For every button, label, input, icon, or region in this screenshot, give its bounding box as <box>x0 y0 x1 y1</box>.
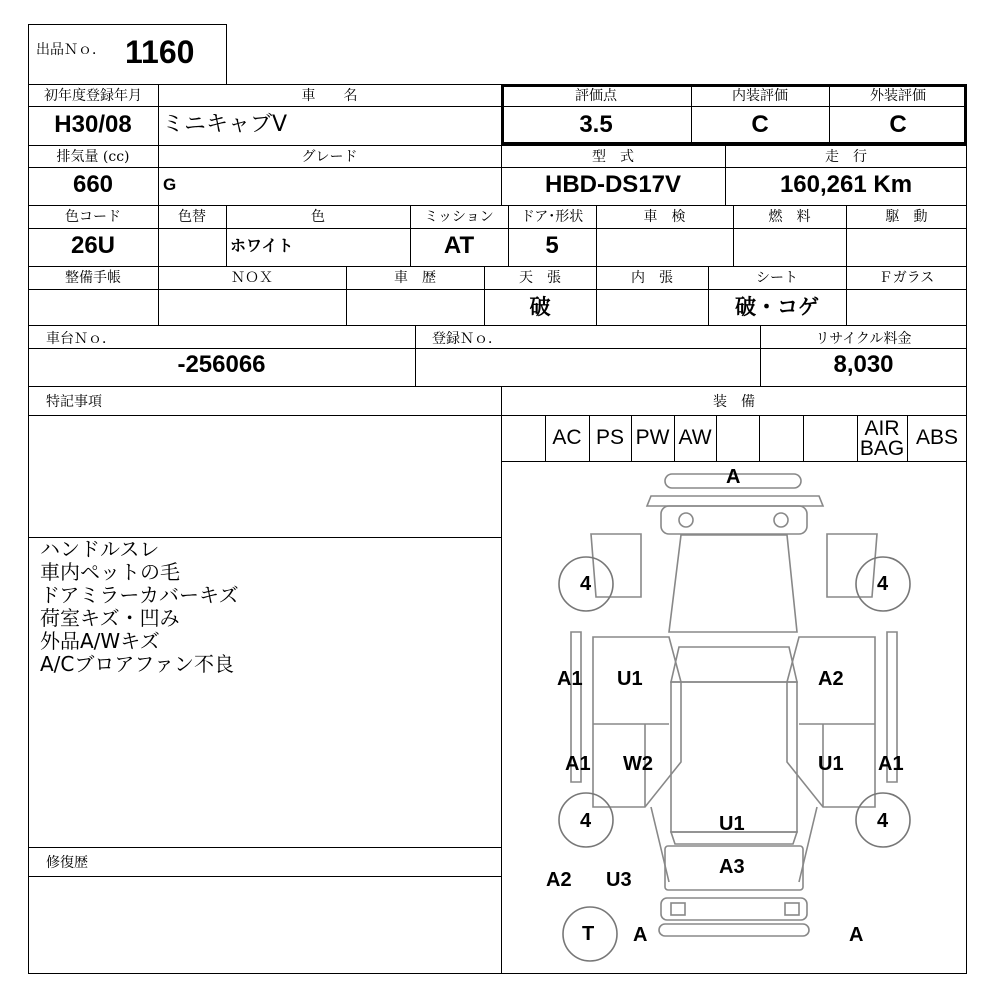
damage-right-rear-fender: A1 <box>878 753 904 775</box>
equipment-pw: PW <box>635 426 670 449</box>
seat-value: 破・コゲ <box>735 295 819 319</box>
ceiling-label: 天 張 <box>519 270 561 286</box>
interior-label: 内装評価 <box>732 88 788 104</box>
remark-line: ドアミラーカバーキズ <box>40 583 239 607</box>
color-code-value: 26U <box>70 232 116 259</box>
recycle-value: 8,030 <box>833 351 894 378</box>
damage-spare-tire: T <box>582 923 595 945</box>
damage-left-front-fender: A1 <box>557 668 583 690</box>
right-side-body <box>787 637 875 807</box>
windshield-outline <box>669 535 797 632</box>
damage-rear-floor: U1 <box>719 813 745 835</box>
damage-left-rear-door: W2 <box>623 753 653 775</box>
grid-line <box>28 847 501 848</box>
damage-rear-gate: A3 <box>719 856 745 878</box>
mission-label: ミッション <box>424 209 494 225</box>
score-label: 評価点 <box>575 88 617 104</box>
grade-label: グレード <box>301 149 358 165</box>
repair-history-label: 修復歴 <box>46 855 88 871</box>
seat-label: シート <box>756 270 798 286</box>
hood-outline <box>661 506 807 534</box>
damage-front-right-tire: 4 <box>877 573 889 595</box>
grid-line <box>803 415 804 461</box>
damage-front-bumper: A <box>726 466 741 488</box>
recycle-label: リサイクル料金 <box>815 331 912 347</box>
exterior-label: 外装評価 <box>870 88 926 104</box>
fuel-label: 燃 料 <box>768 209 811 225</box>
grid-line <box>28 205 967 206</box>
exterior-value: C <box>889 111 907 138</box>
chassis-label: 車台Ｎｏ． <box>46 331 116 347</box>
grid-line <box>28 106 967 107</box>
grid-line <box>759 415 760 461</box>
lot-label: 出品Ｎｏ． <box>36 42 106 58</box>
displacement-value: 660 <box>72 171 114 198</box>
color-value: ホワイト <box>230 236 294 255</box>
left-side-body <box>593 637 681 807</box>
model-label: 型 式 <box>592 149 634 165</box>
mileage-label: 走 行 <box>825 149 867 165</box>
damage-rear-left-bumper: A <box>633 924 648 946</box>
equipment-abs: ABS <box>915 426 959 449</box>
drive-label: 駆 動 <box>885 209 928 225</box>
grade-value: G <box>163 175 177 194</box>
inspection-label: 車 検 <box>643 209 686 225</box>
service-book-label: 整備手帳 <box>65 270 121 286</box>
damage-left-front-door: U1 <box>617 668 643 690</box>
damage-front-left-tire: 4 <box>580 573 592 595</box>
displacement-label: 排気量 (cc) <box>56 149 130 165</box>
car-name-value: ミニキャブV <box>162 112 288 137</box>
grid-line <box>28 386 967 387</box>
right-front-fender <box>827 534 877 597</box>
fglass-label: Ｆガラス <box>878 270 935 286</box>
inner-label: 内 張 <box>631 270 673 286</box>
grid-line <box>28 266 967 267</box>
model-value: HBD-DS17V <box>544 171 682 198</box>
damage-left-rear-quarter: A2 <box>546 869 572 891</box>
mileage-value: 160,261 Km <box>779 171 913 198</box>
equipment-airbag: AIR BAG <box>859 417 905 460</box>
car-name-label: 車 名 <box>301 88 358 104</box>
remark-line: A/Cブロアファン不良 <box>40 652 234 676</box>
color-label: 色 <box>311 209 325 225</box>
equipment-ac: AC <box>552 426 582 449</box>
remark-line: ハンドルスレ <box>40 537 160 561</box>
grid-line <box>28 876 501 877</box>
mission-value: AT <box>443 232 475 259</box>
damage-rear-right-tire: 4 <box>877 810 889 832</box>
damage-right-rear-door: U1 <box>818 753 844 775</box>
remarks-label: 特記事項 <box>46 394 102 410</box>
rear-bumper-outline <box>659 924 809 936</box>
damage-rear-left-tire: 4 <box>580 810 592 832</box>
equipment-label: 装 備 <box>713 394 755 410</box>
nox-label: ＮＯＸ <box>231 270 273 286</box>
history-label: 車 歴 <box>394 270 436 286</box>
grid-line <box>716 415 717 461</box>
front-grille-outline <box>647 496 823 506</box>
door-label: ドア･形状 <box>520 209 584 225</box>
reg-no-label: 登録Ｎｏ． <box>432 331 502 347</box>
grid-line <box>28 415 967 416</box>
damage-rear-right-bumper: A <box>849 924 864 946</box>
damage-right-front-door: A2 <box>818 668 844 690</box>
equipment-aw: AW <box>678 426 712 449</box>
lot-number: 1160 <box>125 34 195 70</box>
grid-line <box>28 325 967 326</box>
car-diagram <box>501 462 967 974</box>
damage-left-rear-pillar: A1 <box>565 753 591 775</box>
first-reg-value: H30/08 <box>54 111 132 138</box>
score-value: 3.5 <box>579 111 613 138</box>
grid-line <box>28 145 967 146</box>
equipment-ps: PS <box>595 426 624 449</box>
color-change-label: 色替 <box>178 209 206 225</box>
remark-line: 外品A/Wキズ <box>40 629 160 653</box>
grid-line <box>415 325 416 386</box>
color-code-label: 色コード <box>65 209 121 225</box>
first-reg-label: 初年度登録年月 <box>44 88 142 104</box>
door-value: 5 <box>545 232 559 259</box>
left-front-fender <box>591 534 641 597</box>
remark-line: 荷室キズ・凹み <box>40 606 180 630</box>
damage-left-rear-panel: U3 <box>606 869 632 891</box>
interior-value: C <box>751 111 769 138</box>
chassis-value: -256066 <box>177 351 266 378</box>
ceiling-value: 破 <box>529 295 551 319</box>
remark-line: 車内ペットの毛 <box>40 560 180 584</box>
remarks-list <box>40 538 239 676</box>
